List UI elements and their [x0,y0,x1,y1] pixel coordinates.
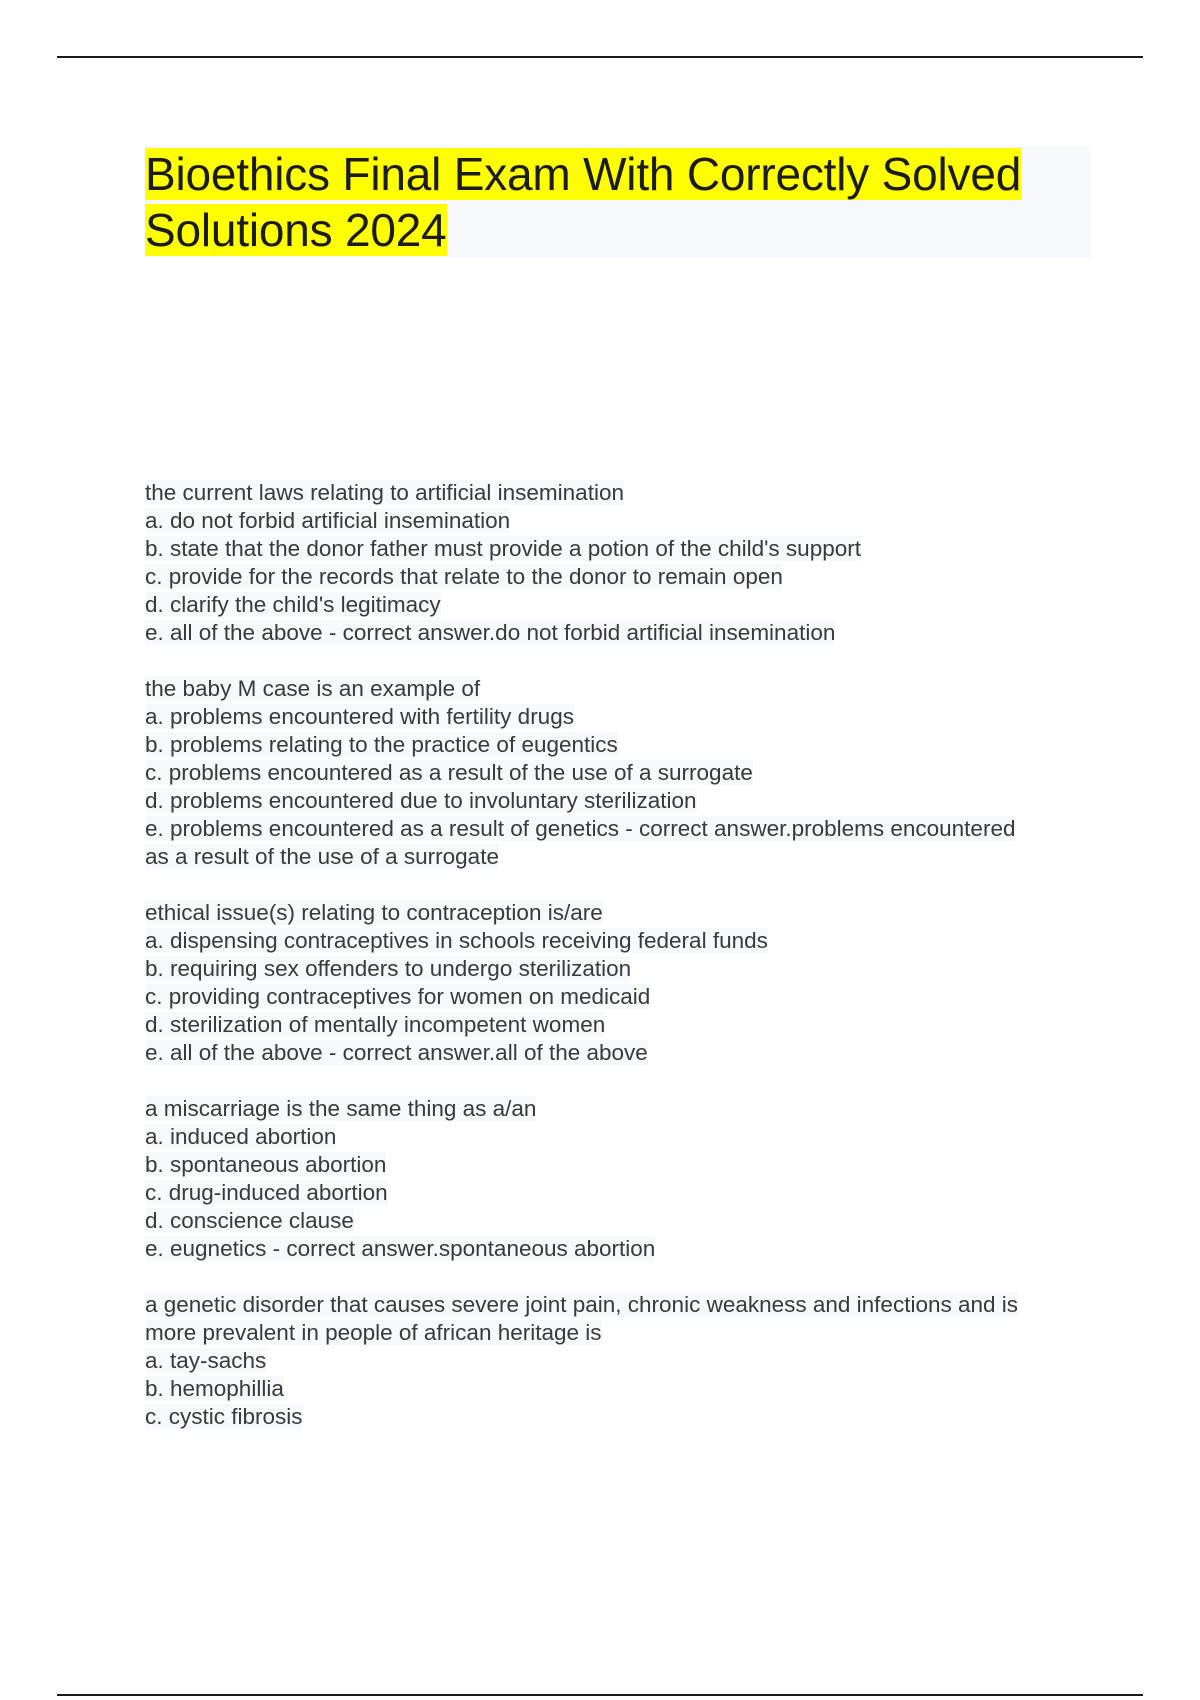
line-text: e. all of the above - correct answer.do not forbid artificial insemination [145,620,836,645]
answer-option-line [145,1235,1095,1263]
line-text: c. provide for the records that relate to the donor to remain open [145,564,783,589]
line-text: e. all of the above - correct answer.all of the above [145,1040,648,1065]
top-rule [57,56,1143,58]
answer-option-line [145,983,1095,1011]
line-text: e. eugnetics - correct answer.spontaneous abortion [145,1236,656,1261]
line-text: b. hemophillia [145,1376,284,1401]
answer-option-line [145,955,1095,983]
answer-option-line [145,619,1095,647]
line-text: d. sterilization of mentally incompetent women [145,1012,606,1037]
line-text: d. problems encountered due to involuntary sterilization [145,788,697,813]
answer-option-line [145,759,1095,787]
line-text: c. providing contraceptives for women on medicaid [145,984,651,1009]
document-title-text: Bioethics Final Exam With Correctly Solved Solutions 2024 [145,148,1022,256]
line-text: the baby M case is an example of [145,676,481,701]
answer-option-line [145,1403,1095,1431]
question-text-line [145,675,1095,703]
question-block [145,675,1095,871]
answer-option-line [145,787,1095,815]
question-block [145,1095,1095,1263]
line-text: b. problems relating to the practice of eugentics [145,732,618,757]
answer-option-line [145,703,1095,731]
line-text: c. drug-induced abortion [145,1180,388,1205]
answer-option-line [145,563,1095,591]
answer-option-line [145,1347,1095,1375]
line-text: a miscarriage is the same thing as a/an [145,1096,537,1121]
question-block [145,1291,1095,1431]
line-text: c. cystic fibrosis [145,1404,303,1429]
line-text: a. induced abortion [145,1124,337,1149]
line-text: e. problems encountered as a result of genetics - correct answer.problems encountered [145,816,1016,841]
document-title [145,146,1091,258]
title-block [145,146,1091,258]
line-text: the current laws relating to artificial insemination [145,480,624,505]
line-text: d. conscience clause [145,1208,354,1233]
question-text-line [145,899,1095,927]
answer-option-line [145,1179,1095,1207]
answer-option-line [145,1123,1095,1151]
answer-option-line [145,1375,1095,1403]
line-text: a. problems encountered with fertility drugs [145,704,574,729]
answer-option-line [145,731,1095,759]
question-block [145,479,1095,647]
line-text: more prevalent in people of african heritage is [145,1320,602,1345]
answer-option-line [145,507,1095,535]
line-text: b. requiring sex offenders to undergo sterilization [145,956,632,981]
question-text-line [145,1291,1095,1319]
answer-option-line [145,1039,1095,1067]
line-text: b. state that the donor father must provide a potion of the child's support [145,536,861,561]
question-block [145,899,1095,1067]
answer-option-line [145,927,1095,955]
answer-option-line [145,843,1095,871]
answer-option-line [145,1151,1095,1179]
line-text: as a result of the use of a surrogate [145,844,499,869]
line-text: a. do not forbid artificial insemination [145,508,511,533]
answer-option-line [145,1011,1095,1039]
answer-option-line [145,1207,1095,1235]
line-text: a. tay-sachs [145,1348,267,1373]
line-text: c. problems encountered as a result of the use of a surrogate [145,760,753,785]
line-text: b. spontaneous abortion [145,1152,387,1177]
question-list [145,479,1095,1459]
answer-option-line [145,1319,1095,1347]
answer-option-line [145,535,1095,563]
answer-option-line [145,815,1095,843]
line-text: a. dispensing contraceptives in schools receiving federal funds [145,928,768,953]
question-text-line [145,1095,1095,1123]
line-text: ethical issue(s) relating to contraception is/are [145,900,603,925]
bottom-rule [57,1694,1143,1696]
answer-option-line [145,591,1095,619]
line-text: a genetic disorder that causes severe joint pain, chronic weakness and infections and is [145,1292,1019,1317]
line-text: d. clarify the child's legitimacy [145,592,441,617]
question-text-line [145,479,1095,507]
